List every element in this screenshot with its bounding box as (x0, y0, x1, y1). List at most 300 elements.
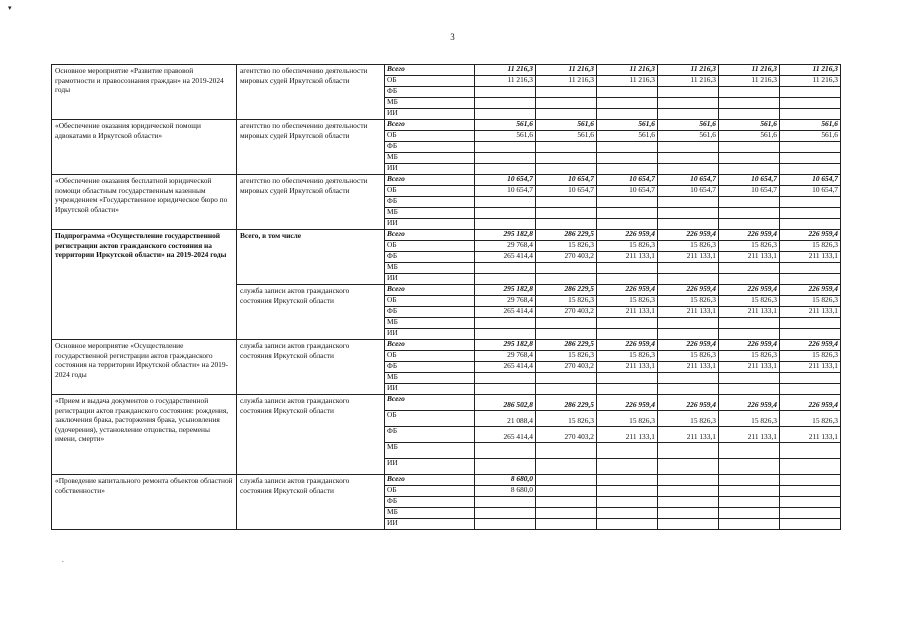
value-cell (780, 142, 841, 153)
value-cell: 11 216,3 (780, 76, 841, 87)
funding-source: ОБ (385, 76, 475, 87)
value-cell: 10 654,7 (658, 175, 719, 186)
program-name: Основное мероприятие «Осуществление государственной регистрации актов гражданского состояния на территории Иркутской области» на 2019-2024 годы (52, 340, 237, 395)
value-cell: 15 826,3 (780, 296, 841, 307)
funding-source: ОБ (385, 241, 475, 252)
funding-source: ИИ (385, 329, 475, 340)
funding-source: ФБ (385, 362, 475, 373)
value-cell: 15 826,3 (597, 241, 658, 252)
value-cell (658, 208, 719, 219)
responsible-executor: агентство по обеспечению деятельности мировых судей Иркутской области (237, 120, 385, 175)
value-cell (597, 142, 658, 153)
value-cell (658, 443, 719, 459)
value-cell: 11 216,3 (719, 76, 780, 87)
value-cell: 15 826,3 (658, 296, 719, 307)
value-cell (719, 318, 780, 329)
funding-source: МБ (385, 153, 475, 164)
value-cell (597, 153, 658, 164)
funding-source: ИИ (385, 384, 475, 395)
value-cell (536, 486, 597, 497)
value-cell: 226 959,4 (780, 285, 841, 296)
value-cell: 15 826,3 (719, 411, 780, 427)
value-cell: 29 768,4 (475, 296, 536, 307)
value-cell (475, 519, 536, 530)
funding-source: ИИ (385, 274, 475, 285)
value-cell (475, 263, 536, 274)
responsible-executor: Всего, в том числе (237, 230, 385, 285)
value-cell (780, 87, 841, 98)
value-cell (658, 497, 719, 508)
value-cell: 226 959,4 (597, 285, 658, 296)
value-cell (536, 142, 597, 153)
value-cell (536, 373, 597, 384)
funding-source: ИИ (385, 109, 475, 120)
value-cell: 265 414,4 (475, 427, 536, 443)
value-cell: 15 826,3 (658, 241, 719, 252)
value-cell (719, 373, 780, 384)
value-cell (780, 164, 841, 175)
value-cell (780, 519, 841, 530)
value-cell (658, 475, 719, 486)
value-cell (658, 197, 719, 208)
value-cell (780, 197, 841, 208)
value-cell (780, 109, 841, 120)
funding-source: ФБ (385, 427, 475, 443)
value-cell: 211 133,1 (658, 427, 719, 443)
funding-source: ФБ (385, 197, 475, 208)
table-row (52, 120, 841, 131)
value-cell: 10 654,7 (658, 186, 719, 197)
funding-source: Всего (385, 175, 475, 186)
table-row (52, 475, 841, 486)
value-cell: 226 959,4 (719, 340, 780, 351)
funding-source: Всего (385, 65, 475, 76)
value-cell (536, 109, 597, 120)
program-name: Подпрограмма «Осуществление государственной регистрации актов гражданского состояния на территории Иркутской области» на 2019-2024 годы (52, 230, 237, 340)
value-cell: 29 768,4 (475, 241, 536, 252)
value-cell (536, 87, 597, 98)
value-cell (597, 508, 658, 519)
value-cell: 265 414,4 (475, 362, 536, 373)
value-cell: 211 133,1 (597, 427, 658, 443)
value-cell (780, 274, 841, 285)
value-cell (597, 497, 658, 508)
value-cell: 15 826,3 (536, 351, 597, 362)
value-cell: 226 959,4 (719, 230, 780, 241)
value-cell: 226 959,4 (780, 395, 841, 411)
value-cell: 211 133,1 (719, 307, 780, 318)
table-row (52, 230, 841, 241)
funding-source: ОБ (385, 486, 475, 497)
value-cell (536, 197, 597, 208)
value-cell: 226 959,4 (780, 340, 841, 351)
value-cell (719, 475, 780, 486)
value-cell: 561,6 (536, 120, 597, 131)
value-cell (719, 384, 780, 395)
value-cell (597, 519, 658, 530)
value-cell: 226 959,4 (597, 230, 658, 241)
value-cell (597, 164, 658, 175)
value-cell: 211 133,1 (658, 252, 719, 263)
value-cell: 211 133,1 (597, 307, 658, 318)
table-row (52, 175, 841, 186)
value-cell (597, 373, 658, 384)
value-cell (719, 109, 780, 120)
value-cell (658, 486, 719, 497)
value-cell (780, 373, 841, 384)
value-cell (475, 164, 536, 175)
value-cell: 29 768,4 (475, 351, 536, 362)
value-cell: 561,6 (719, 131, 780, 142)
value-cell (780, 329, 841, 340)
value-cell (536, 274, 597, 285)
value-cell (719, 142, 780, 153)
value-cell: 561,6 (780, 131, 841, 142)
value-cell: 11 216,3 (475, 76, 536, 87)
value-cell: 561,6 (475, 120, 536, 131)
value-cell: 11 216,3 (719, 65, 780, 76)
value-cell (719, 87, 780, 98)
value-cell: 211 133,1 (719, 252, 780, 263)
funding-source: ИИ (385, 519, 475, 530)
value-cell (475, 384, 536, 395)
value-cell (658, 384, 719, 395)
value-cell: 15 826,3 (719, 351, 780, 362)
value-cell: 226 959,4 (658, 395, 719, 411)
value-cell (536, 208, 597, 219)
value-cell: 15 826,3 (780, 351, 841, 362)
value-cell (597, 87, 658, 98)
value-cell: 211 133,1 (780, 362, 841, 373)
value-cell (475, 318, 536, 329)
value-cell: 211 133,1 (658, 362, 719, 373)
value-cell (719, 274, 780, 285)
value-cell (536, 508, 597, 519)
value-cell (719, 219, 780, 230)
value-cell (475, 197, 536, 208)
value-cell (780, 443, 841, 459)
value-cell (658, 142, 719, 153)
value-cell (536, 443, 597, 459)
funding-source: МБ (385, 508, 475, 519)
value-cell (597, 263, 658, 274)
funding-source: ИИ (385, 164, 475, 175)
value-cell (597, 384, 658, 395)
funding-source: Всего (385, 395, 475, 411)
value-cell: 10 654,7 (780, 186, 841, 197)
value-cell (475, 153, 536, 164)
value-cell: 286 229,5 (536, 340, 597, 351)
value-cell: 11 216,3 (658, 65, 719, 76)
value-cell (719, 164, 780, 175)
value-cell (658, 98, 719, 109)
value-cell: 10 654,7 (475, 175, 536, 186)
value-cell (475, 497, 536, 508)
value-cell (597, 486, 658, 497)
value-cell (597, 274, 658, 285)
value-cell (597, 459, 658, 475)
value-cell: 295 182,8 (475, 340, 536, 351)
value-cell: 8 680,0 (475, 486, 536, 497)
value-cell: 561,6 (658, 120, 719, 131)
value-cell (658, 164, 719, 175)
value-cell: 10 654,7 (597, 175, 658, 186)
value-cell: 211 133,1 (658, 307, 719, 318)
value-cell (658, 263, 719, 274)
funding-source: ОБ (385, 296, 475, 307)
responsible-executor: агентство по обеспечению деятельности мировых судей Иркутской области (237, 175, 385, 230)
funding-source: ОБ (385, 186, 475, 197)
value-cell (597, 329, 658, 340)
table-row (52, 395, 841, 411)
value-cell (658, 109, 719, 120)
funding-source: ИИ (385, 459, 475, 475)
funding-source: МБ (385, 373, 475, 384)
value-cell: 286 229,5 (536, 395, 597, 411)
value-cell: 15 826,3 (719, 241, 780, 252)
value-cell: 15 826,3 (780, 411, 841, 427)
value-cell: 10 654,7 (780, 175, 841, 186)
value-cell (719, 443, 780, 459)
responsible-executor: служба записи актов гражданского состояния Иркутской области (237, 285, 385, 340)
value-cell: 10 654,7 (536, 175, 597, 186)
value-cell (658, 87, 719, 98)
value-cell: 11 216,3 (475, 65, 536, 76)
value-cell (658, 318, 719, 329)
value-cell: 15 826,3 (536, 241, 597, 252)
funding-source: ФБ (385, 307, 475, 318)
value-cell (719, 208, 780, 219)
value-cell (597, 318, 658, 329)
value-cell (719, 153, 780, 164)
value-cell: 15 826,3 (658, 411, 719, 427)
value-cell (536, 164, 597, 175)
value-cell (597, 443, 658, 459)
value-cell: 226 959,4 (719, 285, 780, 296)
value-cell (719, 98, 780, 109)
value-cell (475, 459, 536, 475)
value-cell (780, 153, 841, 164)
value-cell (780, 508, 841, 519)
funding-source: МБ (385, 318, 475, 329)
funding-source: ИИ (385, 219, 475, 230)
funding-source: ФБ (385, 497, 475, 508)
value-cell: 11 216,3 (597, 65, 658, 76)
funding-source: Всего (385, 340, 475, 351)
value-cell: 265 414,4 (475, 252, 536, 263)
value-cell: 11 216,3 (658, 76, 719, 87)
value-cell: 15 826,3 (658, 351, 719, 362)
responsible-executor: агентство по обеспечению деятельности мировых судей Иркутской области (237, 65, 385, 120)
value-cell (658, 508, 719, 519)
value-cell (780, 475, 841, 486)
value-cell (475, 98, 536, 109)
value-cell (475, 443, 536, 459)
responsible-executor: служба записи актов гражданского состояния Иркутской области (237, 475, 385, 530)
value-cell: 561,6 (780, 120, 841, 131)
value-cell (719, 497, 780, 508)
value-cell (536, 263, 597, 274)
value-cell: 10 654,7 (719, 186, 780, 197)
value-cell: 295 182,8 (475, 230, 536, 241)
value-cell: 15 826,3 (536, 296, 597, 307)
value-cell: 226 959,4 (658, 340, 719, 351)
value-cell: 561,6 (597, 120, 658, 131)
value-cell (780, 98, 841, 109)
value-cell: 8 680,0 (475, 475, 536, 486)
value-cell (719, 263, 780, 274)
value-cell: 11 216,3 (780, 65, 841, 76)
table-row (52, 65, 841, 76)
value-cell: 10 654,7 (597, 186, 658, 197)
value-cell: 15 826,3 (597, 351, 658, 362)
value-cell: 226 959,4 (658, 230, 719, 241)
value-cell (597, 98, 658, 109)
value-cell (597, 219, 658, 230)
value-cell: 15 826,3 (597, 296, 658, 307)
value-cell (536, 318, 597, 329)
budget-table (51, 64, 841, 530)
value-cell: 211 133,1 (780, 427, 841, 443)
value-cell: 226 959,4 (658, 285, 719, 296)
value-cell (658, 519, 719, 530)
value-cell (658, 459, 719, 475)
value-cell (475, 373, 536, 384)
value-cell: 10 654,7 (475, 186, 536, 197)
value-cell (475, 87, 536, 98)
funding-source: МБ (385, 263, 475, 274)
value-cell: 270 403,2 (536, 427, 597, 443)
program-name: «Обеспечение оказания бесплатной юридической помощи областным государственным казенным учреждением «Государственное юридическое бюро по Иркутской области» (52, 175, 237, 230)
value-cell (658, 153, 719, 164)
value-cell: 226 959,4 (597, 340, 658, 351)
value-cell: 561,6 (719, 120, 780, 131)
value-cell: 561,6 (475, 131, 536, 142)
funding-source: Всего (385, 120, 475, 131)
value-cell: 286 502,8 (475, 395, 536, 411)
value-cell: 211 133,1 (597, 362, 658, 373)
value-cell: 15 826,3 (780, 241, 841, 252)
value-cell: 10 654,7 (536, 186, 597, 197)
value-cell (475, 208, 536, 219)
value-cell (597, 475, 658, 486)
value-cell (475, 274, 536, 285)
value-cell: 561,6 (658, 131, 719, 142)
value-cell (536, 153, 597, 164)
value-cell (475, 142, 536, 153)
value-cell (475, 329, 536, 340)
value-cell (536, 519, 597, 530)
value-cell (597, 197, 658, 208)
scan-mark: . (62, 556, 64, 564)
value-cell (719, 197, 780, 208)
value-cell: 226 959,4 (719, 395, 780, 411)
value-cell (597, 109, 658, 120)
funding-source: МБ (385, 98, 475, 109)
responsible-executor: служба записи актов гражданского состояния Иркутской области (237, 395, 385, 475)
value-cell: 211 133,1 (780, 307, 841, 318)
value-cell (780, 263, 841, 274)
value-cell: 10 654,7 (719, 175, 780, 186)
value-cell (658, 373, 719, 384)
value-cell: 11 216,3 (536, 65, 597, 76)
funding-source: ОБ (385, 351, 475, 362)
funding-source: Всего (385, 285, 475, 296)
value-cell (536, 384, 597, 395)
responsible-executor: служба записи актов гражданского состояния Иркутской области (237, 340, 385, 395)
value-cell: 286 229,5 (536, 285, 597, 296)
value-cell: 211 133,1 (719, 427, 780, 443)
value-cell (780, 208, 841, 219)
funding-source: ОБ (385, 131, 475, 142)
value-cell: 270 403,2 (536, 362, 597, 373)
value-cell (719, 508, 780, 519)
value-cell: 561,6 (536, 131, 597, 142)
value-cell (475, 109, 536, 120)
value-cell (536, 219, 597, 230)
funding-source: ФБ (385, 87, 475, 98)
value-cell (719, 486, 780, 497)
value-cell (475, 508, 536, 519)
value-cell: 15 826,3 (536, 411, 597, 427)
value-cell (536, 329, 597, 340)
value-cell (780, 486, 841, 497)
funding-source: ФБ (385, 142, 475, 153)
value-cell (536, 98, 597, 109)
funding-source: ФБ (385, 252, 475, 263)
value-cell: 21 088,4 (475, 411, 536, 427)
value-cell (536, 459, 597, 475)
table-row (52, 340, 841, 351)
value-cell (780, 318, 841, 329)
value-cell: 270 403,2 (536, 307, 597, 318)
value-cell (597, 208, 658, 219)
funding-source: ОБ (385, 411, 475, 427)
value-cell: 561,6 (597, 131, 658, 142)
value-cell: 15 826,3 (597, 411, 658, 427)
value-cell (719, 329, 780, 340)
value-cell: 286 229,5 (536, 230, 597, 241)
funding-source: Всего (385, 475, 475, 486)
value-cell: 11 216,3 (536, 76, 597, 87)
value-cell (536, 475, 597, 486)
value-cell (719, 459, 780, 475)
funding-source: Всего (385, 230, 475, 241)
value-cell (658, 329, 719, 340)
program-name: Основное мероприятие «Развитие правовой грамотности и правосознания граждан» на 2019-2024 годы (52, 65, 237, 120)
program-name: «Обеспечение оказания юридической помощи адвокатами в Иркутской области» (52, 120, 237, 175)
value-cell: 211 133,1 (719, 362, 780, 373)
value-cell: 226 959,4 (597, 395, 658, 411)
page-number: 3 (450, 32, 455, 42)
value-cell: 265 414,4 (475, 307, 536, 318)
value-cell: 15 826,3 (719, 296, 780, 307)
value-cell (658, 274, 719, 285)
value-cell: 211 133,1 (597, 252, 658, 263)
value-cell: 11 216,3 (597, 76, 658, 87)
value-cell (780, 497, 841, 508)
value-cell (536, 497, 597, 508)
value-cell (719, 519, 780, 530)
scan-mark: ▾ (8, 4, 12, 12)
program-name: «Прием и выдача документов о государственной регистрации актов гражданского состояния: рождения, заключения брака, расторжения брака, усыновления (удочерения), установление отцовства, перемены имени, смерти» (52, 395, 237, 475)
value-cell: 270 403,2 (536, 252, 597, 263)
value-cell: 211 133,1 (780, 252, 841, 263)
funding-source: МБ (385, 208, 475, 219)
value-cell (780, 459, 841, 475)
value-cell: 226 959,4 (780, 230, 841, 241)
value-cell: 295 182,8 (475, 285, 536, 296)
